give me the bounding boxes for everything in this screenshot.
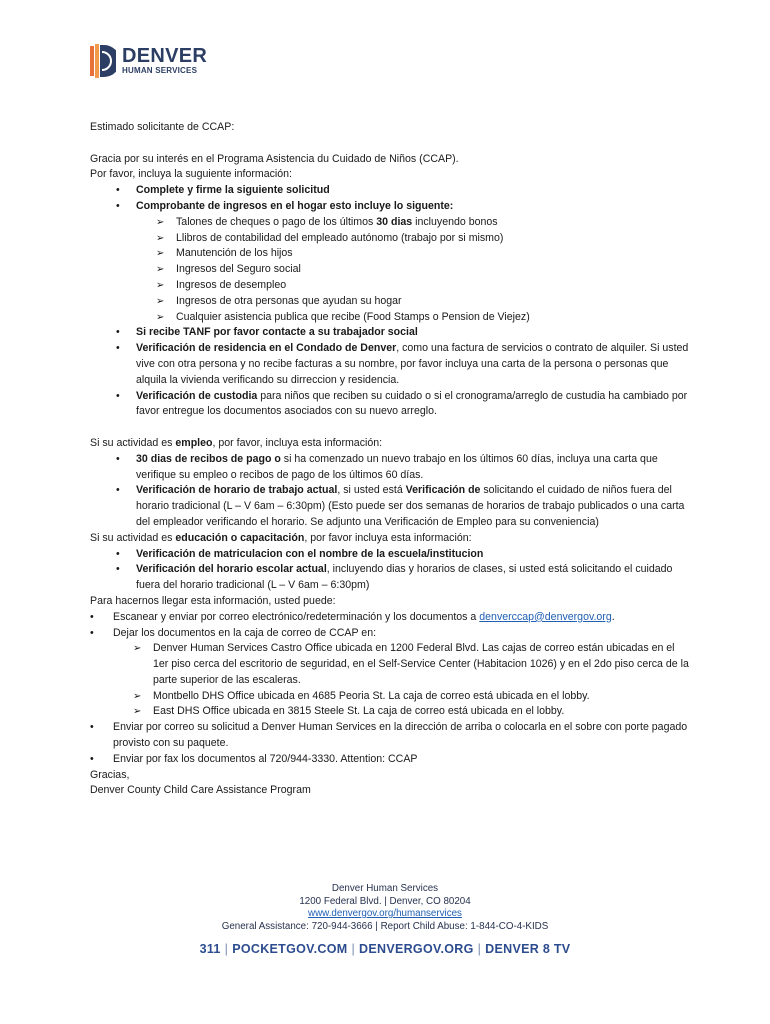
education-intro: Si su actividad es educación o capacitación, por favor incluya esta información: [90,531,472,544]
list-item: • Verificación de custodia para niños que reciben su cuidado o si el cronograma/arreglo de custudia ha cambiado por favor entregue los documentos asociados con su nuevo arreglo. [90,389,690,421]
list-item: • Verificación de horario de trabajo actual, si usted está Verificación de solicitando el cuidado de niños fuera del horario tradicional (L – V 6am – 6:30pm) (Esto puede ser dos semanas de horarios de trabajo publicados o una carta del empleador verificando el horario. Se adjunto una Verificación de Empleo para su conveniencia) [90,483,690,530]
list-item: ➢ Ingresos del Seguro social [90,262,690,278]
list-item: ➢ Montbello DHS Office ubicada en 4685 Peoria St. La caja de correo está ubicada en el lobby. [90,689,690,705]
employment-list [90,452,690,531]
denver-logo-icon [90,44,116,78]
list-item: • Dejar los documentos en la caja de correo de CCAP en: ➢ Denver Human Services Castro Office ubicada en 1200 Federal Blvd. Las cajas de correo están ubicadas en el 1er piso cerca del escritorio de seguridad, en el Self-Service Center (Habitacion 1026) y en el 2do piso cerca de la parte superior de las escaleras. ➢ Montbello DHS Office ubicada en 4685 Peoria St. La caja de correo está ubicada en el lobby. ➢ East DHS Office ubicada en 3815 Steele St. La caja de correo está ubicada en el lobby. [90,626,690,721]
list-item: • 30 dias de recibos de pago o si ha comenzado un nuevo trabajo en los últimos 60 días, incluya una carta que verifique su empleo o recibos de pago de los últimos 60 días. [90,452,690,484]
list-item: • Enviar por fax los documentos al 720/944-3330. Attention: CCAP [90,752,690,768]
list-item: ➢ Denver Human Services Castro Office ubicada en 1200 Federal Blvd. Las cajas de correo están ubicadas en el 1er piso cerca del escritorio de seguridad, en el Self-Service Center (Habitacion 1026) y en el 2do piso cerca de la parte superior de las escaleras. [90,641,690,688]
footer-org: Denver Human Services [331,883,439,894]
footer-bar-pocketgov: POCKETGOV.COM [232,942,348,956]
list-item: • Verificación del horario escolar actual, incluyendo dias y horarios de clases, si usted está solicitando el cuidado fuera del horario tradicional (L – V 6am – 6:30pm) [90,562,690,594]
list-item: ➢ East DHS Office ubicada en 3815 Steele St. La caja de correo está ubicada en el lobby. [90,704,690,720]
greeting: Estimado solicitante de CCAP: [90,121,235,133]
intro-line: Gracia por su interés en el Programa Asistencia du Cuidado de Niños (CCAP). [90,152,459,165]
list-item: ➢ Ingresos de otra personas que ayudan su hogar [90,294,690,310]
delivery-intro: Para hacernos llegar esta información, usted puede: [90,594,336,607]
list-item: • Complete y firme la siguiente solicitud [90,183,690,199]
email-link[interactable]: denverccap@denvergov.org [479,610,612,623]
footer [0,883,770,956]
logo-title: DENVER [122,45,208,67]
footer-bar-311: 311 [199,942,221,956]
denver-human-services-logo [90,44,207,78]
list-item: ➢ Manutención de los hijos [90,246,690,262]
list-item: ➢ Talones de cheques o pago de los últimos 30 dias incluyendo bonos [90,215,690,231]
employment-intro: Si su actividad es empleo, por favor, incluya esta información: [90,436,383,449]
list-item: • Verificación de matriculacion con el nombre de la escuela/institucion [90,547,690,563]
delivery-list [90,610,690,768]
list-item: ➢ Cualquier asistencia publica que recibe (Food Stamps o Pension de Viejez) [90,310,690,326]
list-item: ➢ Ingresos de desempleo [90,278,690,294]
income-list [90,215,690,326]
footer-bar: 311 | POCKETGOV.COM | DENVERGOV.ORG | DENVER 8 TV [199,942,571,956]
footer-contacts: General Assistance: 720-944-3666 | Report Child Abuse: 1-844-CO-4-KIDS [221,920,549,932]
education-list [90,547,690,594]
logo-subtitle: HUMAN SERVICES [122,66,198,75]
list-item: • Verificación de residencia en el Condado de Denver, como una factura de servicios o contrato de alquiler. Si usted vive con otra persona y no recibe facturas a su nombre, por favor incluya una carta de la persona o personas que alquila la vivienda verificando su dirreccion y residencia. [90,341,690,388]
list-item: ➢ Llibros de contabilidad del empleado autónomo (trabajo por si mismo) [90,231,690,247]
list-item: • Comprobante de ingresos en el hogar esto incluye lo siguente: ➢ Talones de cheques o pago de los últimos 30 dias incluyendo bonos ➢ Llibros de contabilidad del empleado autónomo (trabajo por si mismo) ➢ Manutención de los hijos ➢ Ingresos del Seguro social ➢ Ingresos de desempleo ➢ Ingresos de otra personas que ayudan su hogar ➢ Cualquier asistencia publica que recibe (Food Stamps o Pension de Viejez) [90,199,690,325]
footer-address: 1200 Federal Blvd. | Denver, CO 80204 [299,895,471,907]
letter-body [90,120,690,799]
list-item: • Enviar por correo su solicitud a Denver Human Services en la dirección de arriba o colocarla en el sobre con porte pagado provisto con su paquete. [90,720,690,752]
list-item: • Escanear y enviar por correo electrónico/redeterminación y los documentos a denverccap@denvergov.org. [90,610,690,626]
footer-bar-denvergov: DENVERGOV.ORG [359,942,474,956]
list-item: • Si recibe TANF por favor contacte a su trabajador social [90,325,690,341]
intro-line-2: Por favor, incluya la suguiente información: [90,168,292,181]
requirements-list [90,183,690,420]
signature: Denver County Child Care Assistance Program [90,784,311,797]
footer-bar-denver8tv: DENVER 8 TV [485,942,571,956]
dropoff-locations-list [90,641,690,720]
footer-website-link[interactable]: www.denvergov.org/humanservices [308,908,462,919]
closing: Gracias, [90,768,130,781]
